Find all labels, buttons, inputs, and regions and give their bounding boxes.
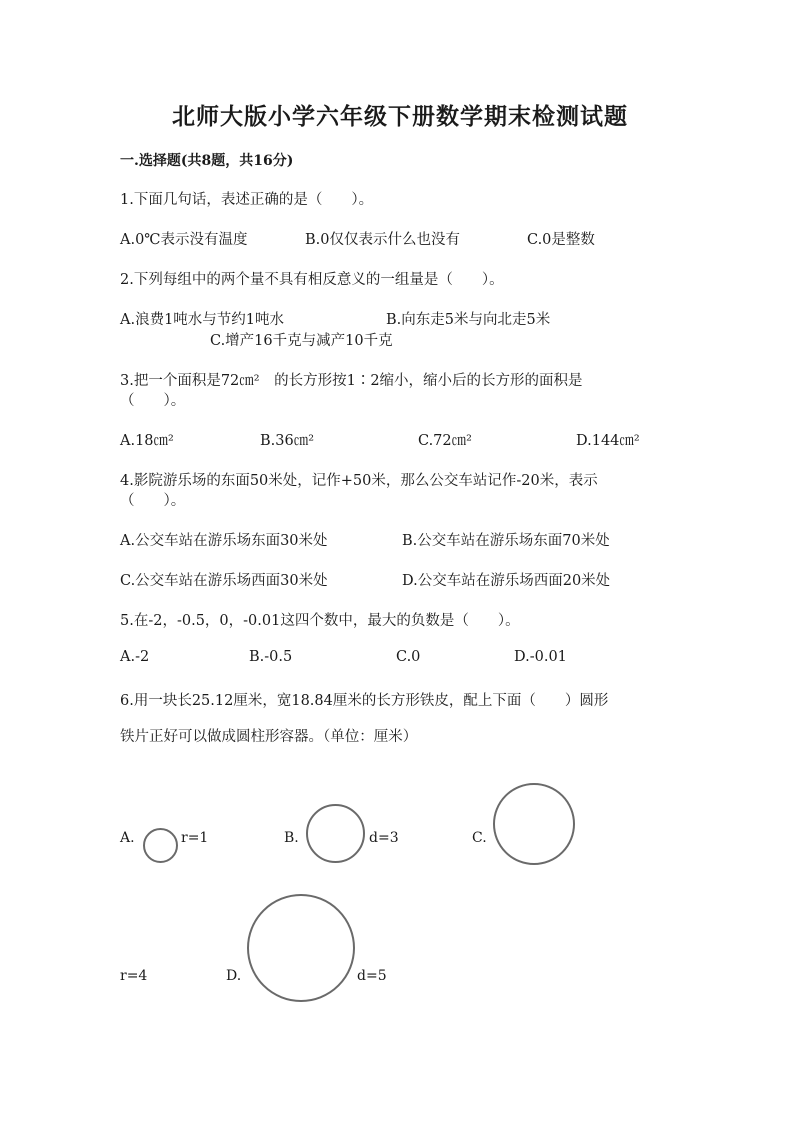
question-3-option-c: C.72㎝² — [418, 433, 472, 449]
circle-option-b-letter: B. — [284, 830, 299, 846]
question-1-option-a: A.0℃表示没有温度 — [120, 232, 248, 248]
question-5-option-a: A.-2 — [120, 649, 150, 665]
question-2-option-b: B.向东走5米与向北走5米 — [386, 312, 551, 328]
circle-option-a-note: r=1 — [181, 830, 209, 846]
question-2-option-c: C.增产16千克与减产10千克 — [210, 333, 393, 349]
question-4-option-d: D.公交车站在游乐场西面20米处 — [402, 573, 611, 589]
question-4-stem-line1: 4.影院游乐场的东面50米处，记作+50米，那么公交车站记作-20米，表示 — [120, 473, 598, 489]
question-4-option-a: A.公交车站在游乐场东面30米处 — [120, 533, 328, 549]
question-1-stem: 1.下面几句话，表述正确的是（ ）。 — [120, 192, 374, 208]
question-5-option-c: C.0 — [396, 649, 421, 665]
circle-d-shape — [247, 894, 355, 1002]
question-3-stem-line2: （ ）。 — [120, 393, 186, 409]
circle-option-d-note: d=5 — [357, 968, 387, 984]
question-6-stem-line2: 铁片正好可以做成圆柱形容器。（单位：厘米） — [120, 729, 418, 745]
question-4-option-c: C.公交车站在游乐场西面30米处 — [120, 573, 328, 589]
question-3-option-a: A.18㎝² — [120, 433, 174, 449]
section-heading: 一.选择题(共8题，共16分) — [120, 153, 294, 169]
circle-option-c-letter: C. — [472, 830, 487, 846]
circle-option-a-letter: A. — [120, 830, 135, 846]
question-2-option-a: A.浪费1吨水与节约1吨水 — [120, 312, 285, 328]
circle-b-shape — [306, 804, 365, 863]
question-2-stem: 2.下列每组中的两个量不具有相反意义的一组量是（ ）。 — [120, 272, 504, 288]
circle-option-b-note: d=3 — [369, 830, 399, 846]
question-5-option-b: B.-0.5 — [249, 649, 293, 665]
question-4-option-b: B.公交车站在游乐场东面70米处 — [402, 533, 610, 549]
question-6-stem-line1: 6.用一块长25.12厘米，宽18.84厘米的长方形铁皮，配上下面（ ）圆形 — [120, 693, 609, 709]
question-5-option-d: D.-0.01 — [514, 649, 567, 665]
page-title: 北师大版小学六年级下册数学期末检测试题 — [172, 103, 628, 130]
circle-a-shape — [143, 828, 178, 863]
question-3-option-b: B.36㎝² — [260, 433, 315, 449]
question-3-option-d: D.144㎝² — [576, 433, 640, 449]
circle-option-d-letter: D. — [226, 968, 242, 984]
question-3-stem-line1: 3.把一个面积是72㎝² 的长方形按1∶2缩小，缩小后的长方形的面积是 — [120, 373, 583, 389]
question-5-stem: 5.在-2，-0.5，0，-0.01这四个数中，最大的负数是（ ）。 — [120, 613, 520, 629]
question-1-option-c: C.0是整数 — [527, 232, 595, 248]
circle-c-shape — [493, 783, 575, 865]
question-4-stem-line2: （ ）。 — [120, 493, 186, 509]
circle-option-c-note: r=4 — [120, 968, 148, 984]
question-1-option-b: B.0仅仅表示什么也没有 — [305, 232, 460, 248]
